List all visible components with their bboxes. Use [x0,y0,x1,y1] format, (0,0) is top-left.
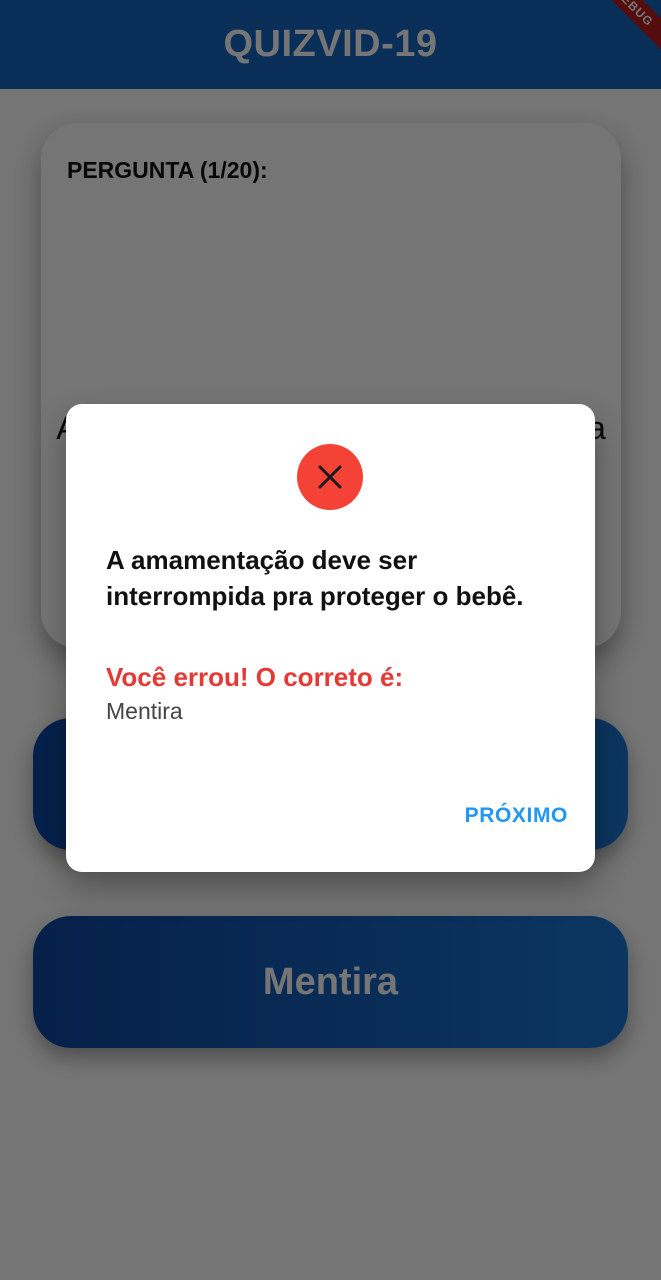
dialog-correct-answer: Mentira [106,698,183,724]
next-button[interactable]: PRÓXIMO [464,804,568,827]
dialog-result-text: Você errou! O correto é: [106,662,404,692]
result-dialog [66,404,595,872]
dialog-question-text: A amamentação deve ser interrompida pra proteger o bebê. [106,545,524,611]
error-badge [297,444,363,510]
close-icon [315,462,345,492]
